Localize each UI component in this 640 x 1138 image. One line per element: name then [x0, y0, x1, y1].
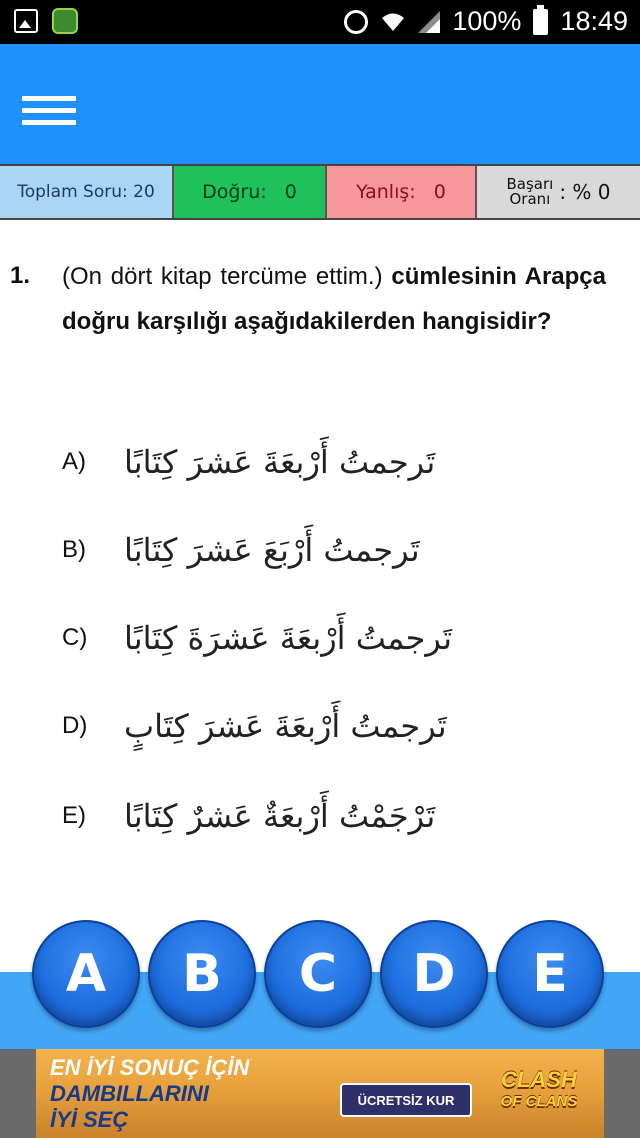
total-value: 20	[133, 182, 155, 202]
wrong-label: Yanlış:	[356, 181, 416, 203]
question-area	[0, 236, 640, 936]
total-label: Toplam Soru:	[17, 182, 128, 202]
wrong-count	[327, 166, 477, 218]
ad-banner	[0, 1049, 640, 1138]
option-c	[62, 608, 452, 668]
app-toolbar	[0, 44, 640, 164]
rate-label	[506, 177, 553, 207]
answer-c-button[interactable]: C	[264, 920, 372, 1028]
ad-game-logo	[484, 1069, 594, 1125]
rate-value: : % 0	[559, 180, 611, 204]
battery-percent: 100%	[452, 6, 522, 36]
option-e	[62, 786, 435, 846]
question-number: 1.	[10, 262, 31, 289]
answer-d-button[interactable]: D	[380, 920, 488, 1028]
alarm-icon	[344, 10, 368, 34]
option-text: تَرْجَمْتُ أَرْبعَةٌ عَشرٌ كِتَابًا	[124, 797, 436, 835]
answer-b-button[interactable]: B	[148, 920, 256, 1028]
option-letter: D)	[62, 712, 88, 739]
question-text	[62, 254, 606, 344]
option-d	[62, 696, 447, 756]
success-rate	[477, 166, 640, 218]
battery-icon	[533, 9, 548, 35]
answer-e-button[interactable]: E	[496, 920, 604, 1028]
ad-logo-line1: CLASH	[501, 1067, 577, 1092]
option-text: تَرجمتُ أَرْبعَةَ عَشرَةَ كِتَابًا	[124, 619, 452, 657]
option-letter: A)	[62, 448, 86, 475]
ad-logo-line2: OF CLANS	[500, 1093, 578, 1110]
option-letter: B)	[62, 536, 86, 563]
ad-headline-1: EN İYİ SONUÇ İÇİN	[50, 1055, 250, 1080]
option-text: تَرجمتُ أَرْبَعَ عَشرَ كِتَابًا	[124, 531, 420, 569]
ad-headline-2: DAMBILLARINI	[50, 1081, 209, 1106]
score-bar	[0, 164, 640, 220]
question-text-bold: cümlesinin Arapça doğru karşılığı aşağıdakilerden hangisidir?	[62, 263, 606, 335]
correct-label: Doğru:	[202, 181, 267, 203]
option-letter: E)	[62, 802, 86, 829]
rate-label-line1: Başarı	[506, 175, 554, 193]
option-text: تَرجمتُ أَرْبعَةَ عَشرَ كِتَابًا	[124, 443, 436, 481]
correct-count	[174, 166, 327, 218]
option-text: تَرجمتُ أَرْبعَةَ عَشرَ كِتَابٍ	[124, 707, 447, 745]
notification-icons	[14, 8, 78, 34]
answer-a-button[interactable]: A	[32, 920, 140, 1028]
option-b	[62, 520, 420, 580]
rate-label-line2: Oranı	[509, 190, 551, 208]
hamburger-menu-icon[interactable]	[22, 96, 76, 126]
correct-value: 0	[284, 181, 297, 203]
status-bar	[0, 0, 640, 44]
ad-install-button[interactable]: ÜCRETSİZ KUR	[340, 1083, 472, 1117]
option-letter: C)	[62, 624, 88, 651]
system-indicators	[344, 6, 628, 37]
wifi-icon	[380, 11, 406, 33]
wrong-value: 0	[433, 181, 446, 203]
clock: 18:49	[560, 6, 628, 36]
ad-content[interactable]	[36, 1049, 604, 1138]
question-text-plain: (On dört kitap tercüme ettim.)	[62, 263, 392, 290]
app-notification-icon	[52, 8, 78, 34]
gallery-notification-icon	[14, 9, 38, 33]
total-questions	[0, 166, 174, 218]
option-a	[62, 432, 435, 492]
signal-icon	[418, 11, 440, 33]
ad-headline-3: İYİ SEÇ	[50, 1107, 129, 1132]
